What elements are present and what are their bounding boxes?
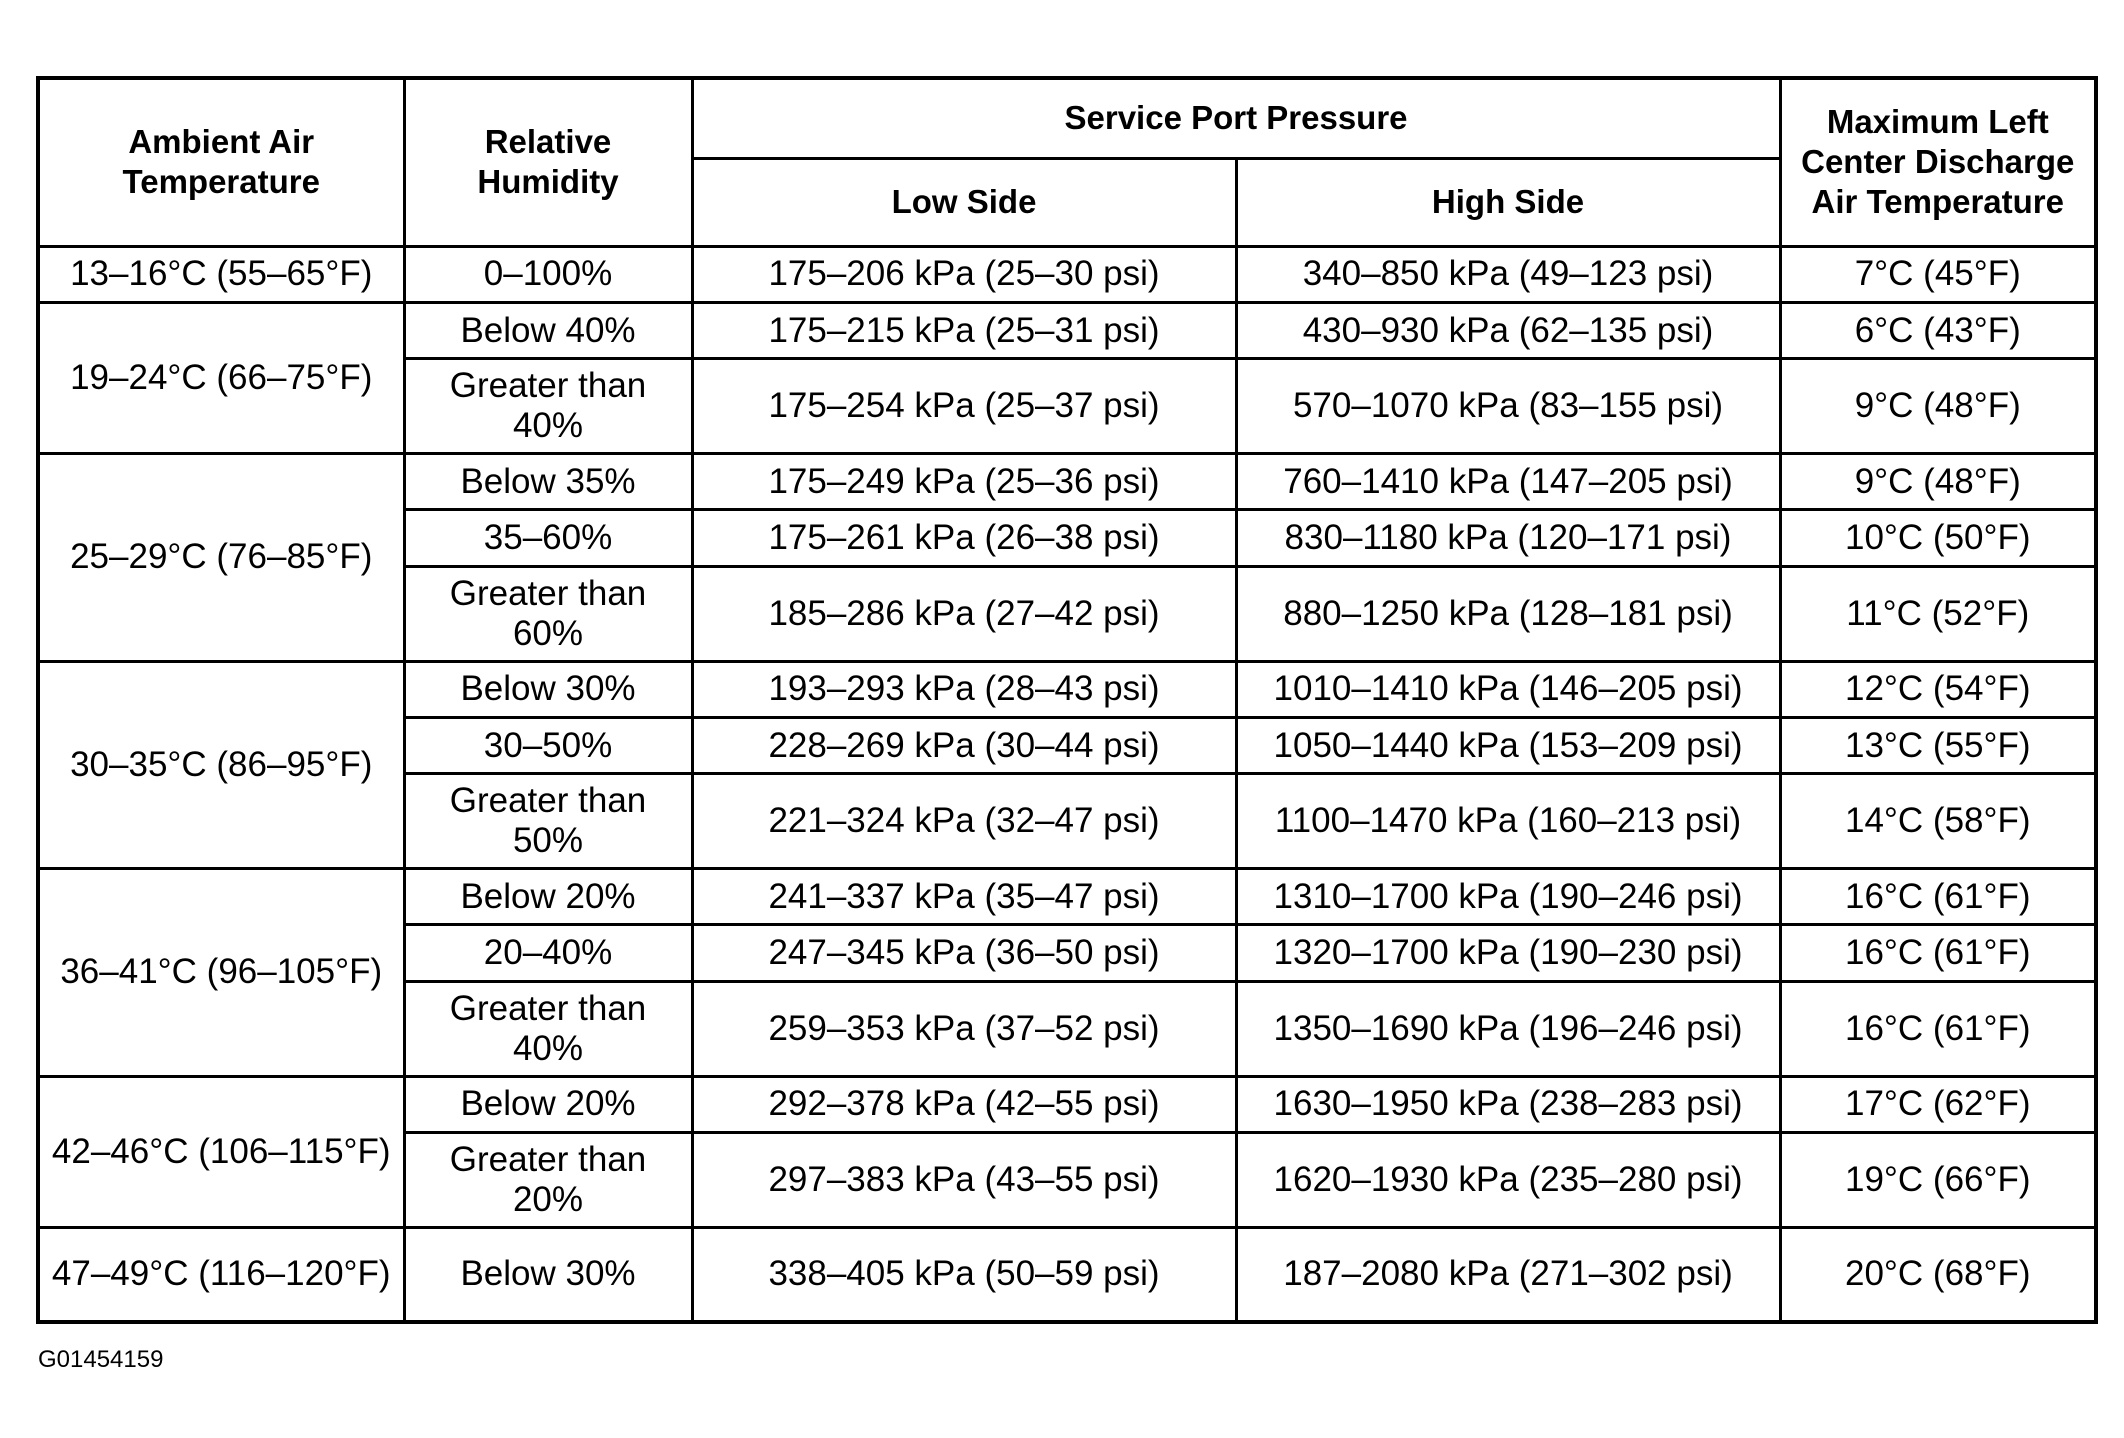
cell-low-side-pressure: 292–378 kPa (42–55 psi) [692,1076,1236,1132]
cell-high-side-pressure: 570–1070 kPa (83–155 psi) [1236,359,1780,454]
table-row [38,869,2096,925]
header-low-side: Low Side [692,158,1236,246]
cell-relative-humidity: Below 40% [404,302,692,358]
pressure-temperature-table [36,76,2098,1324]
header-ambient-air-temperature: Ambient Air Temperature [38,78,404,246]
cell-relative-humidity: Below 20% [404,1076,692,1132]
cell-discharge-temperature: 12°C (54°F) [1780,661,2096,717]
cell-low-side-pressure: 175–254 kPa (25–37 psi) [692,359,1236,454]
cell-low-side-pressure: 221–324 kPa (32–47 psi) [692,774,1236,869]
header-relative-humidity: Relative Humidity [404,78,692,246]
cell-high-side-pressure: 340–850 kPa (49–123 psi) [1236,246,1780,302]
cell-relative-humidity: 30–50% [404,717,692,773]
cell-high-side-pressure: 187–2080 kPa (271–302 psi) [1236,1227,1780,1322]
table-row [38,661,2096,717]
cell-high-side-pressure: 1100–1470 kPa (160–213 psi) [1236,774,1780,869]
cell-relative-humidity: 0–100% [404,246,692,302]
cell-high-side-pressure: 1320–1700 kPa (190–230 psi) [1236,925,1780,981]
cell-discharge-temperature: 10°C (50°F) [1780,510,2096,566]
cell-relative-humidity: Below 35% [404,454,692,510]
cell-discharge-temperature: 7°C (45°F) [1780,246,2096,302]
cell-discharge-temperature: 13°C (55°F) [1780,717,2096,773]
table-row [38,246,2096,302]
table-row [38,1076,2096,1132]
cell-discharge-temperature: 14°C (58°F) [1780,774,2096,869]
cell-ambient-temperature: 36–41°C (96–105°F) [38,869,404,1077]
figure-id: G01454159 [38,1346,164,1373]
cell-high-side-pressure: 1630–1950 kPa (238–283 psi) [1236,1076,1780,1132]
header-service-port-pressure: Service Port Pressure [692,78,1780,158]
cell-discharge-temperature: 19°C (66°F) [1780,1132,2096,1227]
cell-discharge-temperature: 9°C (48°F) [1780,359,2096,454]
cell-low-side-pressure: 338–405 kPa (50–59 psi) [692,1227,1236,1322]
cell-discharge-temperature: 6°C (43°F) [1780,302,2096,358]
cell-low-side-pressure: 175–215 kPa (25–31 psi) [692,302,1236,358]
cell-high-side-pressure: 1620–1930 kPa (235–280 psi) [1236,1132,1780,1227]
cell-ambient-temperature: 47–49°C (116–120°F) [38,1227,404,1322]
cell-low-side-pressure: 193–293 kPa (28–43 psi) [692,661,1236,717]
cell-low-side-pressure: 259–353 kPa (37–52 psi) [692,981,1236,1076]
header-max-discharge-air-temperature: Maximum Left Center Discharge Air Temperature [1780,78,2096,246]
cell-low-side-pressure: 185–286 kPa (27–42 psi) [692,566,1236,661]
cell-low-side-pressure: 241–337 kPa (35–47 psi) [692,869,1236,925]
cell-ambient-temperature: 42–46°C (106–115°F) [38,1076,404,1227]
cell-discharge-temperature: 9°C (48°F) [1780,454,2096,510]
cell-ambient-temperature: 19–24°C (66–75°F) [38,302,404,453]
cell-low-side-pressure: 247–345 kPa (36–50 psi) [692,925,1236,981]
table-row [38,302,2096,358]
cell-relative-humidity: Below 20% [404,869,692,925]
cell-ambient-temperature: 30–35°C (86–95°F) [38,661,404,869]
cell-high-side-pressure: 880–1250 kPa (128–181 psi) [1236,566,1780,661]
table-body [38,246,2096,1322]
cell-relative-humidity: 20–40% [404,925,692,981]
cell-discharge-temperature: 16°C (61°F) [1780,981,2096,1076]
cell-ambient-temperature: 25–29°C (76–85°F) [38,454,404,662]
table-row [38,1227,2096,1322]
cell-high-side-pressure: 830–1180 kPa (120–171 psi) [1236,510,1780,566]
cell-discharge-temperature: 11°C (52°F) [1780,566,2096,661]
cell-low-side-pressure: 175–206 kPa (25–30 psi) [692,246,1236,302]
cell-discharge-temperature: 16°C (61°F) [1780,869,2096,925]
cell-relative-humidity: 35–60% [404,510,692,566]
header-high-side: High Side [1236,158,1780,246]
cell-discharge-temperature: 17°C (62°F) [1780,1076,2096,1132]
cell-high-side-pressure: 430–930 kPa (62–135 psi) [1236,302,1780,358]
cell-low-side-pressure: 175–249 kPa (25–36 psi) [692,454,1236,510]
cell-high-side-pressure: 760–1410 kPa (147–205 psi) [1236,454,1780,510]
cell-relative-humidity: Greater than 20% [404,1132,692,1227]
cell-relative-humidity: Greater than 50% [404,774,692,869]
cell-ambient-temperature: 13–16°C (55–65°F) [38,246,404,302]
pressure-table-container [36,76,2094,1324]
cell-relative-humidity: Greater than 60% [404,566,692,661]
table-header [38,78,2096,246]
cell-high-side-pressure: 1310–1700 kPa (190–246 psi) [1236,869,1780,925]
cell-high-side-pressure: 1050–1440 kPa (153–209 psi) [1236,717,1780,773]
cell-low-side-pressure: 175–261 kPa (26–38 psi) [692,510,1236,566]
cell-discharge-temperature: 20°C (68°F) [1780,1227,2096,1322]
cell-relative-humidity: Greater than 40% [404,359,692,454]
table-row [38,454,2096,510]
cell-low-side-pressure: 228–269 kPa (30–44 psi) [692,717,1236,773]
cell-relative-humidity: Greater than 40% [404,981,692,1076]
cell-high-side-pressure: 1350–1690 kPa (196–246 psi) [1236,981,1780,1076]
cell-high-side-pressure: 1010–1410 kPa (146–205 psi) [1236,661,1780,717]
cell-relative-humidity: Below 30% [404,661,692,717]
cell-discharge-temperature: 16°C (61°F) [1780,925,2096,981]
cell-low-side-pressure: 297–383 kPa (43–55 psi) [692,1132,1236,1227]
cell-relative-humidity: Below 30% [404,1227,692,1322]
